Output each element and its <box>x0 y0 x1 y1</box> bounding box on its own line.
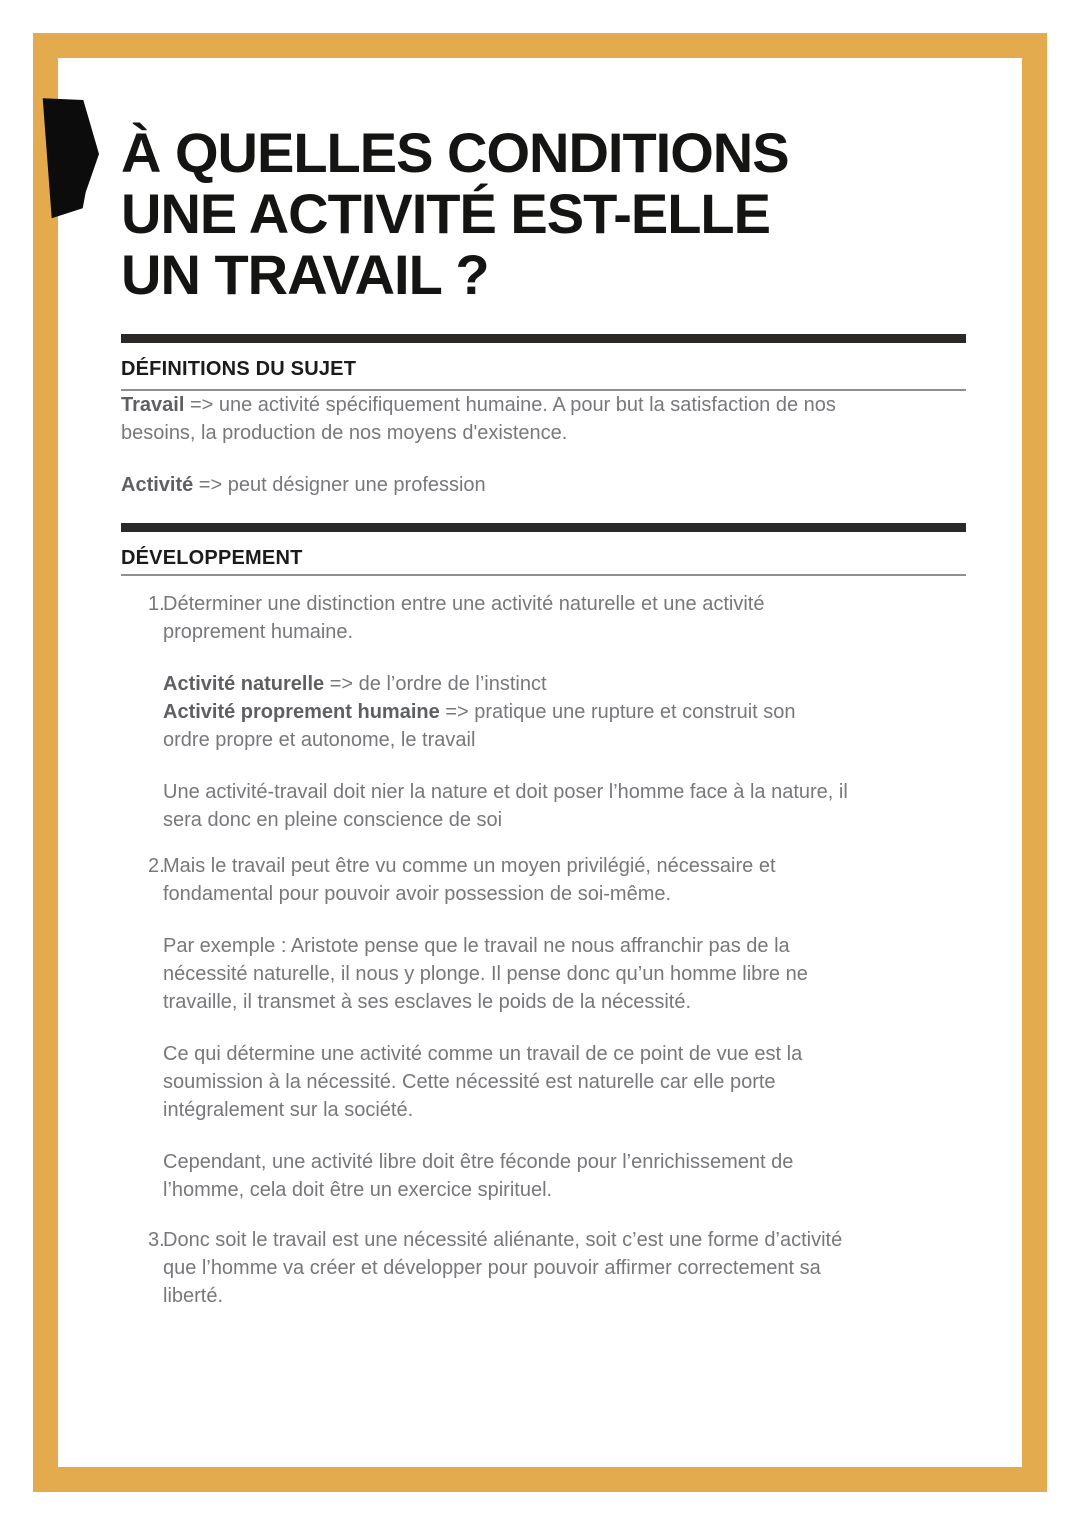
definition-activite-line <box>121 471 966 499</box>
page-content <box>121 0 966 1328</box>
item1-paragraph-1 <box>163 590 966 646</box>
definition-travail <box>121 391 966 447</box>
text-line: proprement humaine. <box>163 621 354 643</box>
text-line: Donc soit le travail est une nécessité aliénante, soit c’est une forme d’activité <box>163 1229 843 1251</box>
text-line <box>163 670 966 698</box>
definition-text: => peut désigner une profession <box>193 474 486 496</box>
item1-paragraph-3 <box>163 778 966 834</box>
list-item-number: 1. <box>148 593 165 615</box>
text-line: soumission à la nécessité. Cette nécessité est naturelle car elle porte <box>163 1071 776 1093</box>
section-rule-thick <box>121 334 966 343</box>
section-rule-thin <box>121 574 966 576</box>
text-line: Mais le travail peut être vu comme un moyen privilégié, nécessaire et <box>163 855 776 877</box>
definition-text: => une activité spécifiquement humaine. A pour but la satisfaction de nos <box>184 394 836 416</box>
list-item-1 <box>148 590 966 834</box>
text-line: liberté. <box>163 1285 224 1307</box>
text-line: Cependant, une activité libre doit être féconde pour l’enrichissement de <box>163 1151 794 1173</box>
item3-paragraph-1 <box>163 1226 966 1310</box>
item2-paragraph-4 <box>163 1148 966 1204</box>
list-item-2 <box>148 852 966 1204</box>
item1-definitions <box>163 670 966 754</box>
developpement-heading: DÉVELOPPEMENT <box>121 547 303 569</box>
page-title-line-2: UNE ACTIVITÉ EST-ELLE <box>121 182 770 245</box>
text-line: que l’homme va créer et développer pour pouvoir affirmer correctement sa <box>163 1257 821 1279</box>
item2-paragraph-1 <box>163 852 966 908</box>
definition-activite <box>121 471 966 499</box>
definition-term: Activité proprement humaine <box>163 701 440 723</box>
list-item-number: 3. <box>148 1229 165 1251</box>
text-line: ordre propre et autonome, le travail <box>163 729 476 751</box>
page-title <box>121 122 966 305</box>
definitions-heading: DÉFINITIONS DU SUJET <box>121 358 357 380</box>
text-line: intégralement sur la société. <box>163 1099 414 1121</box>
item2-paragraph-2 <box>163 932 966 1016</box>
list-item-number: 2. <box>148 855 165 877</box>
text-line: nécessité naturelle, il nous y plonge. Il pense donc qu’un homme libre ne <box>163 963 808 985</box>
item2-paragraph-3 <box>163 1040 966 1124</box>
text-line: Par exemple : Aristote pense que le travail ne nous affranchir pas de la <box>163 935 790 957</box>
definition-travail-line-1 <box>121 391 966 419</box>
developpement-list <box>121 590 966 1310</box>
definition-term: Activité <box>121 474 194 496</box>
list-item-3 <box>148 1226 966 1310</box>
text-line: Ce qui détermine une activité comme un travail de ce point de vue est la <box>163 1043 803 1065</box>
text-line: sera donc en pleine conscience de soi <box>163 809 503 831</box>
definition-text: => de l’ordre de l’instinct <box>324 673 547 695</box>
definition-text: => pratique une rupture et construit son <box>439 701 796 723</box>
text-line: fondamental pour pouvoir avoir possession de soi-même. <box>163 883 672 905</box>
text-line: l’homme, cela doit être un exercice spirituel. <box>163 1179 553 1201</box>
bookmark-arrow-icon <box>41 97 101 223</box>
definition-term: Activité naturelle <box>163 673 325 695</box>
text-line: Déterminer une distinction entre une activité naturelle et une activité <box>163 593 765 615</box>
page-title-line-3: UN TRAVAIL ? <box>121 243 489 306</box>
definition-term: Travail <box>121 394 185 416</box>
text-line <box>163 698 966 726</box>
definition-travail-line-2: besoins, la production de nos moyens d'existence. <box>121 422 568 444</box>
section-rule-thick <box>121 523 966 532</box>
text-line: travaille, il transmet à ses esclaves le poids de la nécessité. <box>163 991 692 1013</box>
text-line: Une activité-travail doit nier la nature et doit poser l’homme face à la nature, il <box>163 781 848 803</box>
page-title-line-1: À QUELLES CONDITIONS <box>121 121 789 184</box>
